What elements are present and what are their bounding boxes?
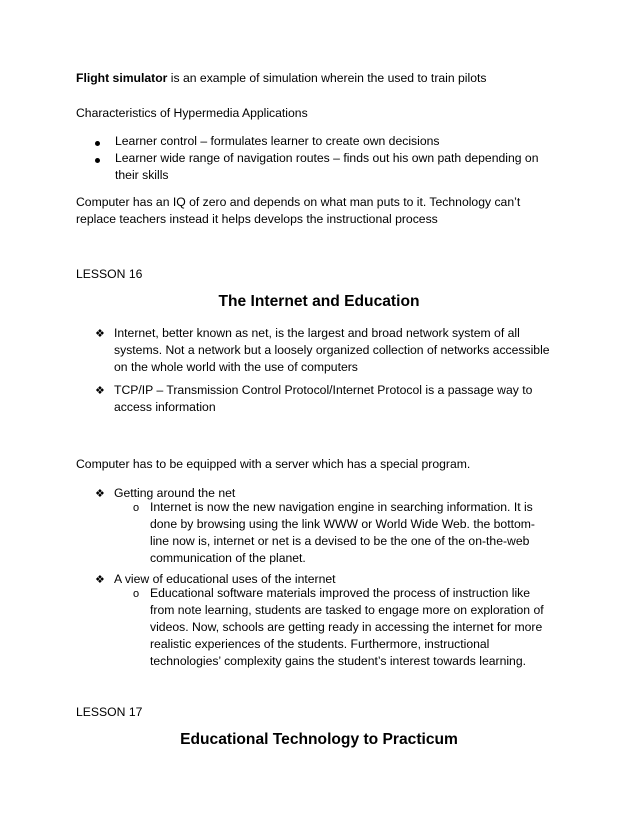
getting-around-line3: line now is, internet or net is a devised to be the one of the on-the-web — [150, 534, 530, 548]
computer-iq-line2: replace teachers instead it helps develops the instructional process — [76, 212, 438, 226]
bullet-learner-control: Learner control – formulates learner to create own decisions — [115, 134, 440, 148]
internet-definition-line1: Internet, better known as net, is the largest and broad network system of all — [114, 326, 520, 340]
getting-around-line1: Internet is now the new navigation engine in searching information. It is — [150, 500, 533, 514]
flight-simulator-paragraph — [76, 70, 486, 87]
bullet-dot-icon — [95, 158, 100, 163]
flight-simulator-description: is an example of simulation wherein the used to train pilots — [167, 71, 487, 85]
educational-uses-line2: from note learning, students are tasked to engage more on exploration of — [150, 603, 544, 617]
tcpip-definition-line2: access information — [114, 400, 216, 414]
circle-bullet-icon: o — [133, 502, 140, 514]
internet-definition-line2: systems. Not a network but a loosely organized collection of networks accessible — [114, 343, 550, 357]
bullet-navigation-routes-line1: Learner wide range of navigation routes – finds out his own path depending on — [115, 151, 539, 165]
educational-uses-title: A view of educational uses of the internet — [114, 572, 336, 586]
lesson-17-label: LESSON 17 — [76, 705, 143, 719]
circle-bullet-icon: o — [133, 588, 140, 600]
educational-uses-line5: technologies’ complexity gains the student’s interest towards learning. — [150, 654, 526, 668]
educational-uses-line1: Educational software materials improved the process of instruction like — [150, 586, 531, 600]
educational-uses-line4: realistic experiences of the students. Furthermore, instructional — [150, 637, 490, 651]
computer-iq-line1: Computer has an IQ of zero and depends on what man puts to it. Technology can’t — [76, 195, 521, 209]
internet-definition-line3: on the whole world with the use of computers — [114, 360, 358, 374]
lesson-16-label: LESSON 16 — [76, 267, 143, 281]
diamond-bullet-icon: ❖ — [95, 385, 105, 397]
lesson-17-title: Educational Technology to Practicum — [180, 731, 458, 748]
getting-around-line2: done by browsing using the link WWW or World Wide Web. the bottom- — [150, 517, 535, 531]
flight-simulator-term: Flight simulator — [76, 71, 168, 85]
getting-around-title: Getting around the net — [114, 486, 236, 500]
diamond-bullet-icon: ❖ — [95, 488, 105, 500]
tcpip-definition-line1: TCP/IP – Transmission Control Protocol/Internet Protocol is a passage way to — [114, 383, 533, 397]
lesson-16-title: The Internet and Education — [218, 293, 420, 310]
bullet-dot-icon — [95, 141, 100, 146]
server-paragraph: Computer has to be equipped with a server which has a special program. — [76, 457, 471, 471]
hypermedia-characteristics-heading: Characteristics of Hypermedia Applications — [76, 106, 308, 120]
getting-around-line4: communication of the planet. — [150, 551, 306, 565]
diamond-bullet-icon: ❖ — [95, 328, 105, 340]
bullet-navigation-routes-line2: their skills — [115, 168, 169, 182]
diamond-bullet-icon: ❖ — [95, 574, 105, 586]
educational-uses-line3: videos. Now, schools are getting ready in accessing the internet for more — [150, 620, 543, 634]
